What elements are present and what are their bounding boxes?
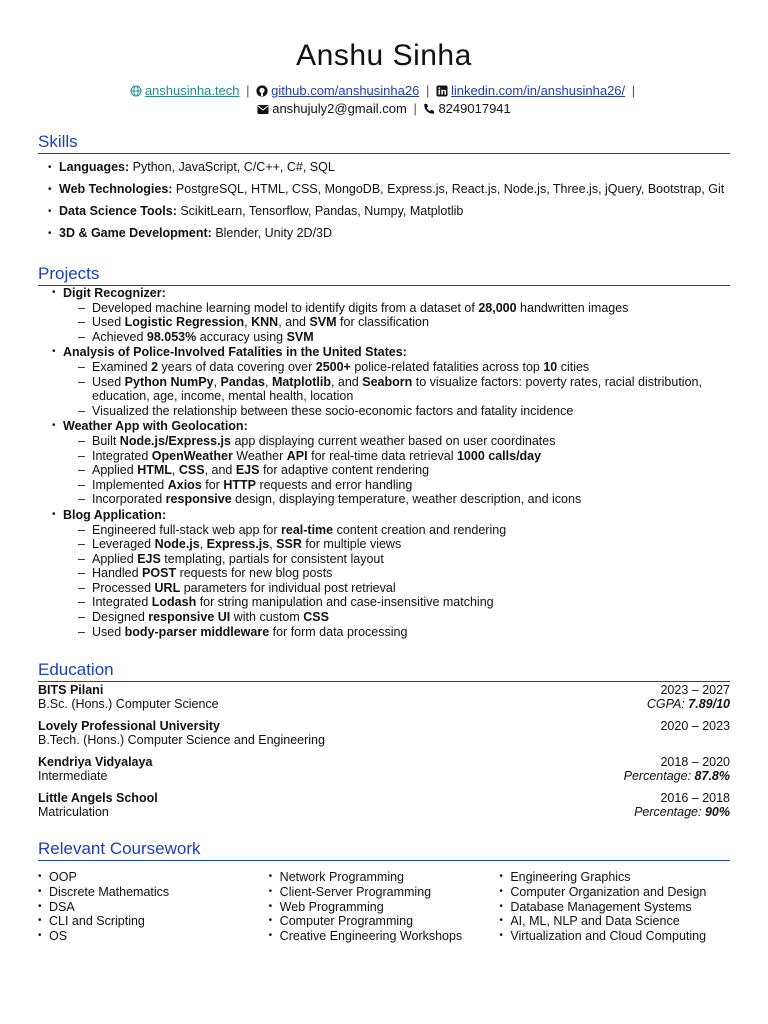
education-entry xyxy=(38,755,730,783)
education-dates: 2018 – 2020 xyxy=(660,755,730,770)
project-bullet: – Applied EJS templating, partials for consistent layout xyxy=(38,552,730,567)
linkedin-link[interactable]: linkedin.com/in/anshusinha26/ xyxy=(450,83,626,98)
contact-line-2 xyxy=(38,101,730,119)
project-title: • Analysis of Police-Involved Fatalities in the United States: xyxy=(38,345,730,360)
separator: | xyxy=(246,83,250,98)
school-name: BITS Pilani xyxy=(38,683,104,698)
course-item: • Creative Engineering Workshops xyxy=(269,929,500,944)
course-item: • OS xyxy=(38,929,269,944)
email-text[interactable]: anshujuly2@gmail.com xyxy=(272,101,407,116)
skills-list xyxy=(38,160,730,241)
coursework-column xyxy=(499,870,730,944)
course-item: • Database Management Systems xyxy=(499,900,730,915)
project-bullet: – Developed machine learning model to identify digits from a dataset of 28,000 handwritten images xyxy=(38,301,730,316)
separator: | xyxy=(631,83,636,98)
degree-name: Matriculation xyxy=(38,805,109,820)
education-dates: 2016 – 2018 xyxy=(660,791,730,806)
project-bullet: – Integrated Lodash for string manipulation and case-insensitive matching xyxy=(38,595,730,610)
website-link[interactable]: anshusinha.tech xyxy=(144,83,240,98)
course-item: • DSA xyxy=(38,900,269,915)
education-list xyxy=(38,683,730,819)
education-entry xyxy=(38,791,730,819)
project-title: • Weather App with Geolocation: xyxy=(38,419,730,434)
skills-heading: Skills xyxy=(38,132,730,154)
course-item: • AI, ML, NLP and Data Science xyxy=(499,914,730,929)
course-item: • OOP xyxy=(38,870,269,885)
project-bullet: – Examined 2 years of data covering over 2500+ police-related fatalities across top 10 cities xyxy=(38,360,730,375)
degree-name: B.Sc. (Hons.) Computer Science xyxy=(38,697,219,712)
course-item: • CLI and Scripting xyxy=(38,914,269,929)
project-bullet: – Built Node.js/Express.js app displaying current weather based on user coordinates xyxy=(38,434,730,449)
course-item: • Engineering Graphics xyxy=(499,870,730,885)
course-item: • Network Programming xyxy=(269,870,500,885)
education-score: CGPA: 7.89/10 xyxy=(646,697,730,712)
school-name: Little Angels School xyxy=(38,791,158,806)
project-bullet: – Achieved 98.053% accuracy using SVM xyxy=(38,330,730,345)
course-item: • Virtualization and Cloud Computing xyxy=(499,929,730,944)
project-bullet: – Processed URL parameters for individual post retrieval xyxy=(38,581,730,596)
project-title: • Blog Application: xyxy=(38,508,730,523)
coursework-column xyxy=(269,870,500,944)
education-dates: 2020 – 2023 xyxy=(660,719,730,734)
coursework-column xyxy=(38,870,269,944)
project-bullet: – Leveraged Node.js, Express.js, SSR for multiple views xyxy=(38,537,730,552)
separator: | xyxy=(425,83,430,98)
course-item: • Computer Programming xyxy=(269,914,500,929)
project-bullet: – Used Python NumPy, Pandas, Matplotlib, and Seaborn to visualize factors: poverty rates, racial distribution, education, age, income, mental health, location xyxy=(38,375,730,404)
projects-heading: Projects xyxy=(38,264,730,286)
project-bullet: – Used Logistic Regression, KNN, and SVM for classification xyxy=(38,315,730,330)
education-entry xyxy=(38,719,730,747)
github-link[interactable]: github.com/anshusinha26 xyxy=(271,83,420,98)
school-name: Lovely Professional University xyxy=(38,719,221,734)
envelope-icon xyxy=(257,103,269,119)
project-bullet: – Integrated OpenWeather Weather API for real-time data retrieval 1000 calls/day xyxy=(38,449,730,464)
skill-item: • Languages: Python, JavaScript, C/C++, C#, SQL xyxy=(59,160,730,175)
project-bullet: – Implemented Axios for HTTP requests and error handling xyxy=(38,478,730,493)
education-score: Percentage: 90% xyxy=(634,805,730,820)
project-bullet: – Applied HTML, CSS, and EJS for adaptive content rendering xyxy=(38,463,730,478)
phone-icon xyxy=(423,103,435,119)
degree-name: Intermediate xyxy=(38,769,108,784)
course-item: • Computer Organization and Design xyxy=(499,885,730,900)
project-title: • Digit Recognizer: xyxy=(38,286,730,301)
education-heading: Education xyxy=(38,660,730,682)
skill-item: • Data Science Tools: ScikitLearn, Tensorflow, Pandas, Numpy, Matplotlib xyxy=(59,204,730,219)
course-item: • Discrete Mathematics xyxy=(38,885,269,900)
education-entry xyxy=(38,683,730,711)
degree-name: B.Tech. (Hons.) Computer Science and Engineering xyxy=(38,733,325,748)
resume-page xyxy=(38,0,730,944)
coursework-heading: Relevant Coursework xyxy=(38,839,730,861)
skill-item: • 3D & Game Development: Blender, Unity 2D/3D xyxy=(59,226,730,241)
github-icon xyxy=(256,85,268,101)
course-item: • Client-Server Programming xyxy=(269,885,500,900)
project-bullet: – Incorporated responsive design, displaying temperature, weather description, and icons xyxy=(38,492,730,507)
candidate-name: Anshu Sinha xyxy=(296,39,472,72)
project-bullet: – Visualized the relationship between these socio-economic factors and fatality incidence xyxy=(38,404,730,419)
education-score: Percentage: 87.8% xyxy=(623,769,730,784)
globe-icon xyxy=(130,85,142,101)
coursework-list xyxy=(38,870,730,944)
project-bullet: – Engineered full-stack web app for real-time content creation and rendering xyxy=(38,523,730,538)
education-dates: 2023 – 2027 xyxy=(660,683,730,698)
school-name: Kendriya Vidyalaya xyxy=(38,755,153,770)
project-bullet: – Used body-parser middleware for form data processing xyxy=(38,625,730,640)
linkedin-icon xyxy=(436,85,448,101)
project-bullet: – Designed responsive UI with custom CSS xyxy=(38,610,730,625)
projects-list xyxy=(38,286,730,639)
skill-item: • Web Technologies: PostgreSQL, HTML, CSS, MongoDB, Express.js, React.js, Node.js, Three.js, jQuery, Bootstrap, Git xyxy=(59,182,730,197)
project-bullet: – Handled POST requests for new blog posts xyxy=(38,566,730,581)
contact-line-1 xyxy=(38,83,730,101)
course-item: • Web Programming xyxy=(269,900,500,915)
separator: | xyxy=(413,101,417,116)
phone-text[interactable]: 8249017941 xyxy=(438,101,511,116)
